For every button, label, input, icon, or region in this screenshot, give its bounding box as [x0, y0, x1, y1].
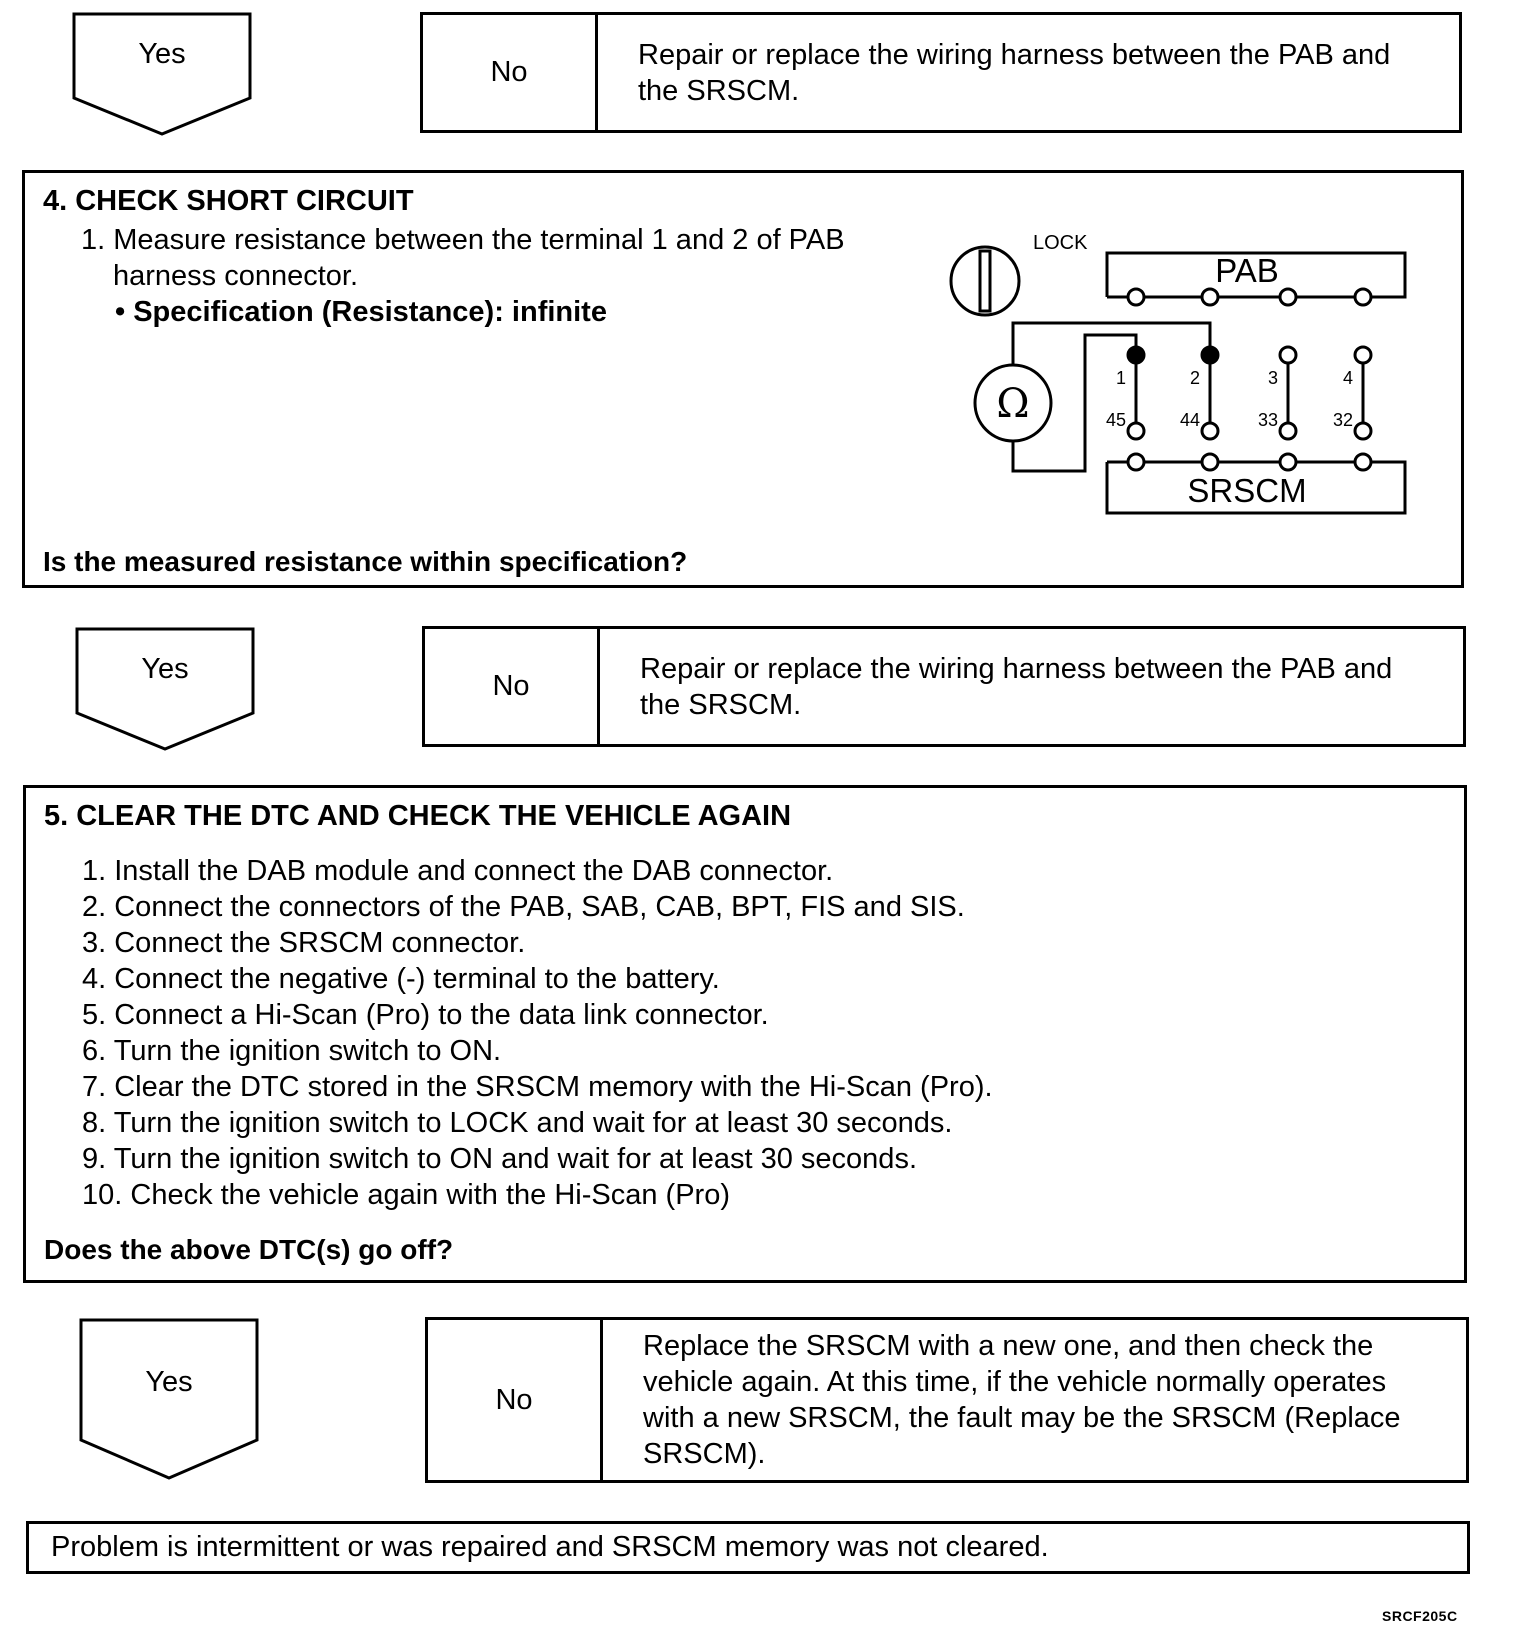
- pin-numbers: [1106, 368, 1353, 430]
- svg-text:1: 1: [1115, 368, 1126, 388]
- svg-text:2: 2: [1189, 368, 1200, 388]
- flow2-no-action: Repair or replace the wiring harness between the PAB and the SRSCM.: [640, 652, 1393, 721]
- yes-arrow-shape: [79, 1318, 259, 1482]
- step5-item: 3. Connect the SRSCM connector.: [82, 927, 526, 959]
- ohmmeter-icon: [975, 365, 1051, 441]
- flow3-yes-label: Yes: [145, 1366, 193, 1398]
- flow2-yes-arrow: [75, 627, 255, 751]
- yes-arrow-shape: [75, 627, 255, 751]
- pab-label: PAB: [1215, 252, 1279, 289]
- step5-item: 8. Turn the ignition switch to LOCK and wait for at least 30 seconds.: [82, 1107, 953, 1139]
- step5-box: [23, 785, 1467, 1283]
- svg-text:Ω: Ω: [996, 381, 1030, 427]
- yes-arrow-shape: [72, 12, 252, 136]
- flow2-yes-label: Yes: [141, 653, 189, 685]
- flow1-no-action: Repair or replace the wiring harness between the PAB and the SRSCM.: [638, 38, 1391, 107]
- final-result-text: Problem is intermittent or was repaired and SRSCM memory was not cleared.: [51, 1531, 1049, 1563]
- wiring-diagram: [943, 233, 1413, 533]
- step5-item: 9. Turn the ignition switch to ON and wait for at least 30 seconds.: [82, 1143, 917, 1175]
- step4-question: Is the measured resistance within specification?: [43, 546, 688, 577]
- lock-label: LOCK: [1033, 232, 1088, 254]
- svg-text:44: 44: [1179, 410, 1200, 430]
- figure-code: SRCF205C: [1382, 1608, 1458, 1624]
- step4-title: 4. CHECK SHORT CIRCUIT: [43, 185, 414, 217]
- flow1-no-box: [420, 12, 1462, 133]
- step4-specification: • Specification (Resistance): infinite: [115, 296, 607, 328]
- svg-text:33: 33: [1257, 410, 1278, 430]
- svg-text:32: 32: [1332, 410, 1353, 430]
- lock-icon: [951, 247, 1019, 315]
- step5-item: 7. Clear the DTC stored in the SRSCM memory with the Hi-Scan (Pro).: [82, 1071, 993, 1103]
- step5-item: 4. Connect the negative (-) terminal to the battery.: [82, 963, 720, 995]
- step4-box: [22, 170, 1464, 588]
- srscm-label: SRSCM: [1187, 472, 1307, 509]
- step5-item: 5. Connect a Hi-Scan (Pro) to the data link connector.: [82, 999, 769, 1031]
- meter-lead-to-pin2: [1013, 323, 1210, 365]
- flow1-yes-label: Yes: [138, 38, 186, 70]
- flow2-no-label: No: [425, 629, 600, 744]
- final-result-box: [26, 1521, 1470, 1574]
- svg-text:4: 4: [1342, 368, 1353, 388]
- step5-item: 2. Connect the connectors of the PAB, SAB, CAB, BPT, FIS and SIS.: [82, 891, 965, 923]
- flow3-yes-arrow: [79, 1318, 259, 1482]
- flow3-no-box: [425, 1317, 1469, 1483]
- svg-text:45: 45: [1105, 410, 1126, 430]
- step5-question: Does the above DTC(s) go off?: [44, 1234, 454, 1265]
- flow2-no-box: [422, 626, 1466, 747]
- step5-item: 1. Install the DAB module and connect the DAB connector.: [82, 855, 834, 887]
- step4-instruction-line2: harness connector.: [113, 260, 359, 292]
- svg-text:3: 3: [1267, 368, 1278, 388]
- flow3-no-label: No: [428, 1320, 603, 1480]
- flow1-yes-arrow: [72, 12, 252, 136]
- step5-item: 10. Check the vehicle again with the Hi-Scan (Pro): [82, 1179, 730, 1211]
- step4-instruction-line1: 1. Measure resistance between the terminal 1 and 2 of PAB: [81, 224, 845, 256]
- step5-title: 5. CLEAR THE DTC AND CHECK THE VEHICLE AGAIN: [44, 800, 792, 832]
- step5-item: 6. Turn the ignition switch to ON.: [82, 1035, 502, 1067]
- flow1-no-label: No: [423, 15, 598, 130]
- flow3-no-action: Replace the SRSCM with a new one, and then check the vehicle again. At this time, if the vehicle normally operates with a new SRSCM, the fault may be the SRSCM (Replace SRSCM).: [643, 1330, 1401, 1470]
